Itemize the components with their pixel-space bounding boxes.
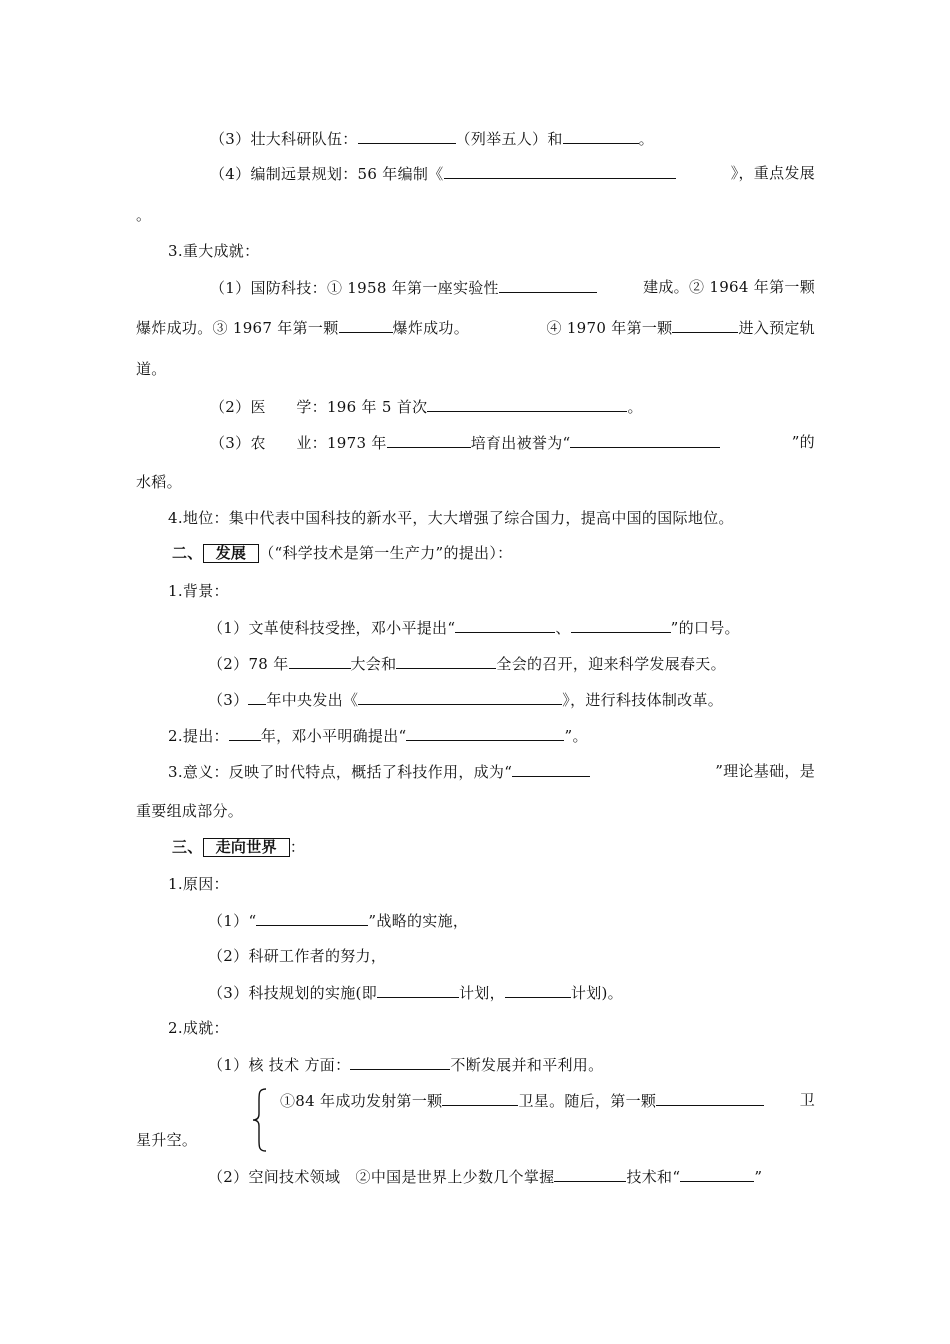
blank [256, 910, 368, 926]
section-heading-going-global: 三、 走向世界 ： [172, 838, 306, 856]
line-medicine: （2）医 学：196 年 5 首次 。 [210, 398, 643, 416]
blank [672, 317, 738, 333]
line-continuation: 道。 [136, 360, 167, 378]
line-nuclear: （1）核 技术 方面： 不断发展并和平利用。 [208, 1056, 604, 1074]
blank [406, 725, 564, 741]
blank [444, 163, 676, 179]
boxed-title: 走向世界 [203, 838, 290, 857]
heading-reasons: 1.原因： [168, 875, 229, 893]
blank [442, 1090, 518, 1106]
blank [571, 617, 671, 633]
line-long-term-plan: （4）编制远景规划：56 年编制《 》，重点发展 [210, 164, 815, 183]
blank [680, 1166, 754, 1182]
heading-background: 1.背景： [168, 582, 229, 600]
blank [427, 396, 627, 412]
line-status: 4.地位：集中代表中国科技的新水平，大大增强了综合国力，提高中国的国际地位。 [168, 509, 734, 527]
blank [455, 617, 555, 633]
line-continuation: 。 [136, 206, 152, 224]
blank [248, 689, 266, 705]
boxed-title: 发展 [203, 544, 260, 563]
line-reform: （3） 年中央发出《 》，进行科技体制改革。 [208, 691, 724, 709]
line-strategy: （1）“ ”战略的实施， [208, 912, 469, 930]
heading-achievements: 2.成就： [168, 1019, 229, 1037]
line-proposal: 2.提出： 年，邓小平明确提出“ ”。 [168, 727, 588, 745]
blank [656, 1090, 764, 1106]
line-plans: （3）科技规划的实施(即 计划， 计划)。 [208, 984, 623, 1002]
blank [554, 1166, 626, 1182]
line-continuation: 重要组成部分。 [136, 802, 244, 820]
line-slogan: （1）文革使科技受挫，邓小平提出“ 、 ”的口号。 [208, 619, 740, 637]
line-defense-tech: （1）国防科技：① 1958 年第一座实验性 建成。② 1964 年第一颗 [210, 278, 815, 297]
line-agriculture: （3）农 业：1973 年 培育出被誉为“ ”的 [210, 433, 815, 452]
line-satellite: ①84 年成功发射第一颗 卫星。随后，第一颗 卫 [280, 1091, 815, 1110]
line-research-team: （3）壮大科研队伍： （列举五人）和 。 [210, 130, 654, 148]
blank [563, 128, 639, 144]
blank [387, 432, 471, 448]
line-defense-tech-cont: 爆炸成功。③ 1967 年第一颗 爆炸成功。 ④ 1970 年第一颗 进入预定轨 [136, 319, 815, 337]
blank [499, 277, 597, 293]
section-heading-development: 二、 发展 （“科学技术是第一生产力”的提出）： [172, 544, 513, 562]
blank [570, 432, 720, 448]
line-conferences: （2）78 年 大会和 全会的召开，迎来科学发展春天。 [208, 655, 726, 673]
line-space-tech: （2）空间技术领域 ②中国是世界上少数几个掌握 技术和“ ” [208, 1168, 763, 1186]
line-significance: 3.意义：反映了时代特点，概括了科技作用，成为“ ”理论基础，是 [168, 762, 815, 781]
blank [358, 689, 562, 705]
blank [377, 982, 459, 998]
line-researchers: （2）科研工作者的努力， [208, 947, 387, 965]
line-continuation: 水稻。 [136, 473, 182, 491]
blank [505, 982, 571, 998]
blank [350, 1054, 450, 1070]
line-continuation: 星升空。 [136, 1131, 198, 1149]
heading-major-achievements: 3.重大成就： [168, 242, 260, 260]
blank [289, 653, 351, 669]
blank [339, 317, 393, 333]
blank [512, 761, 590, 777]
blank [358, 128, 456, 144]
blank [396, 653, 496, 669]
blank [229, 725, 261, 741]
curly-brace-icon [252, 1088, 268, 1152]
